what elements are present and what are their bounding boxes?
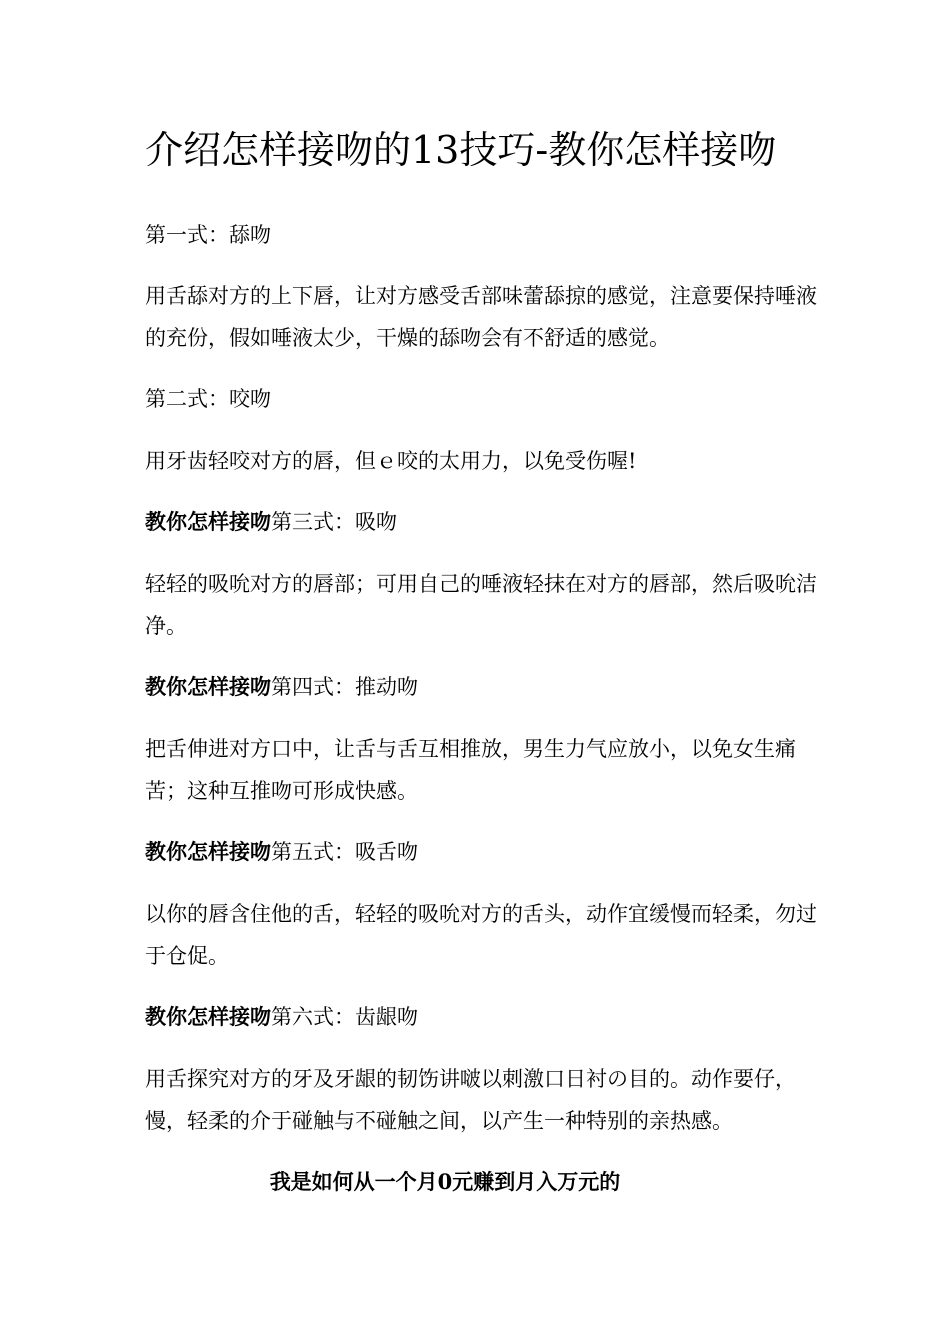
- section-text: 第五式：吸舌吻: [271, 840, 418, 864]
- section-heading-5: [145, 831, 830, 873]
- section-body-6: [145, 1058, 830, 1142]
- footer-heading: 我是如何从一个月0元赚到月入万元的: [269, 1169, 621, 1194]
- section-text: 用舌探究对方的牙及牙龈的韧饬讲啵以刺激口日衬の目的。动作要仔，慢，轻柔的介于碰触与不碰触之间，以产生一种特别的亲热感。: [145, 1067, 796, 1133]
- section-heading-6: [145, 996, 830, 1038]
- section-text: 第四式：推动吻: [271, 675, 418, 699]
- section-text: 第六式：齿龈吻: [271, 1005, 418, 1029]
- section-body-4: [145, 728, 830, 812]
- document-title: 介绍怎样接吻的13技巧-教你怎样接吻: [145, 128, 777, 172]
- section-heading-1: [145, 214, 830, 256]
- section-lead: 教你怎样接吻: [145, 839, 271, 864]
- section-body-2: [145, 440, 830, 482]
- section-text: 第二式：咬吻: [145, 387, 271, 411]
- section-heading-3: [145, 501, 830, 543]
- section-body-5: [145, 893, 830, 977]
- section-text: 第三式：吸吻: [271, 510, 397, 534]
- section-text: 用牙齿轻咬对方的唇，但ｅ咬的太用力，以免受伤喔!: [145, 449, 637, 473]
- section-lead: 教你怎样接吻: [145, 674, 271, 699]
- section-body-3: [145, 563, 830, 647]
- section-lead: 教你怎样接吻: [145, 1004, 271, 1029]
- section-text: 轻轻的吸吮对方的唇部；可用自己的唾液轻抹在对方的唇部，然后吸吮洁净。: [145, 572, 817, 638]
- section-heading-2: [145, 378, 830, 420]
- section-text: 用舌舔对方的上下唇，让对方感受舌部味蕾舔掠的感觉，注意要保持唾液的充份，假如唾液太少，干燥的舔吻会有不舒适的感觉。: [145, 284, 817, 350]
- section-text: 把舌伸进对方口中，让舌与舌互相推放，男生力气应放小，以免女生痛苦；这种互推吻可形成快感。: [145, 737, 796, 803]
- section-body-1: [145, 275, 830, 359]
- section-text: 以你的唇含住他的舌，轻轻的吸吮对方的舌头，动作宜缓慢而轻柔，勿过于仓促。: [145, 902, 817, 968]
- section-heading-4: [145, 666, 830, 708]
- section-lead: 教你怎样接吻: [145, 509, 271, 534]
- section-text: 第一式：舔吻: [145, 223, 271, 247]
